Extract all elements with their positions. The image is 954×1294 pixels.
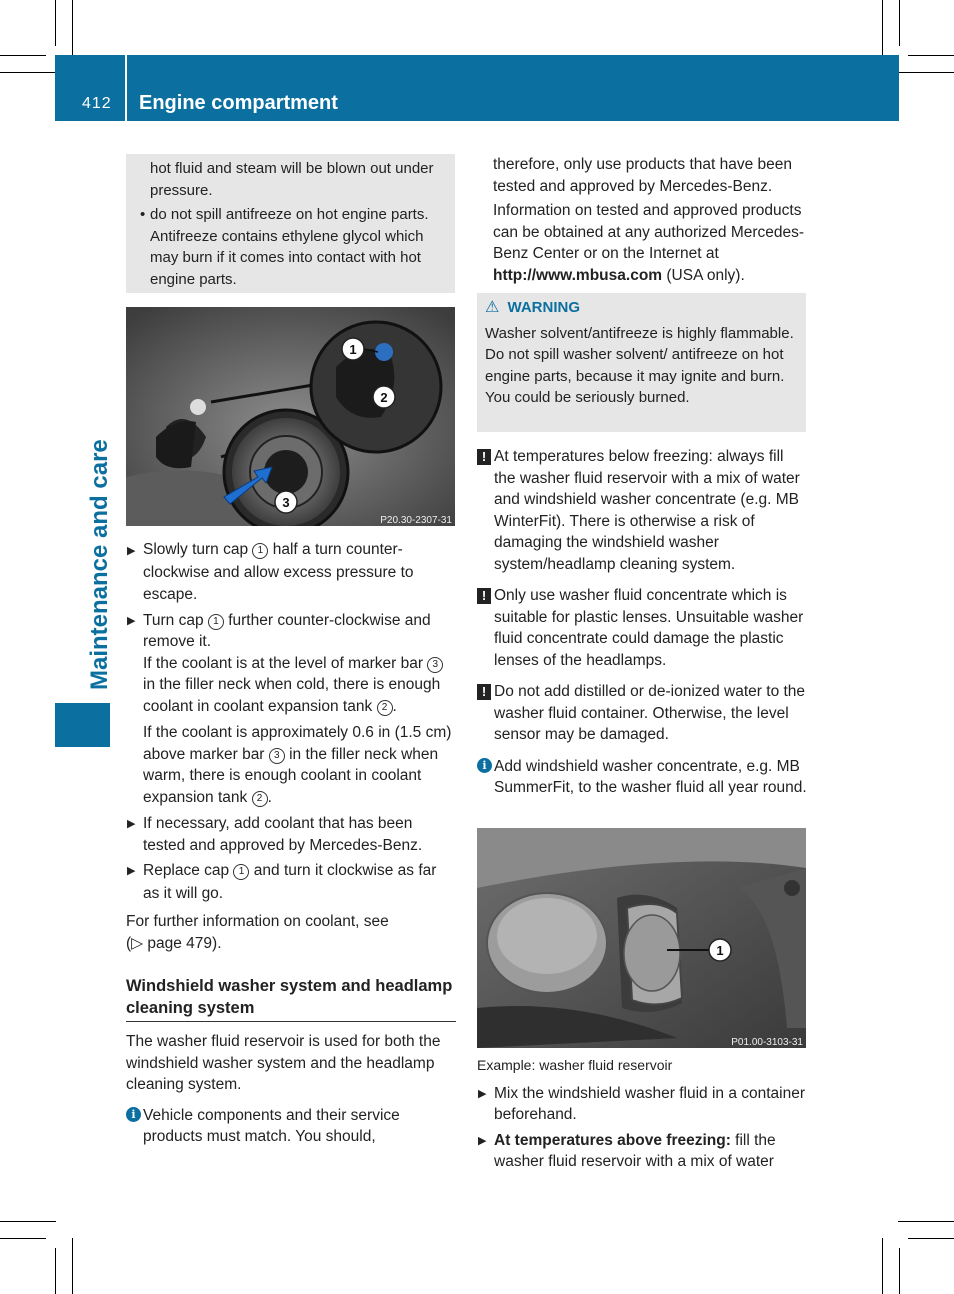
exclamation-icon: ! bbox=[477, 449, 491, 465]
callout-marker: 2 bbox=[377, 700, 393, 716]
callout-2-label: 2 bbox=[380, 390, 388, 405]
coolant-tank-photo bbox=[126, 307, 455, 526]
info-paragraph: Information on tested and approved products can be obtained at any authorized Mercedes-Benz Center or on the Internet at http://www.mbusa.com (USA only). bbox=[493, 202, 805, 284]
info-continuation: therefore, only use products that have been tested and approved by Mercedes-Benz. bbox=[493, 156, 793, 195]
instruction-note: If the coolant is approximately 0.6 in (1.5 cm) above marker bar 3 in the filler neck when warm, there is enough coolant in coolant expansion tank 2 . bbox=[143, 724, 452, 806]
page-number: 412 bbox=[82, 95, 112, 112]
crop-mark bbox=[908, 1238, 954, 1239]
crop-mark bbox=[898, 72, 954, 73]
warning-bullet-text: do not spill antifreeze on hot engine parts. Antifreeze contains ethylene glycol which may burn if it comes into contact with hot engine parts. bbox=[150, 206, 429, 288]
coolant-tank-illustration bbox=[126, 307, 455, 526]
crop-mark bbox=[55, 0, 56, 46]
instruction-step: ▶ Mix the windshield washer fluid in a container beforehand. bbox=[478, 1084, 806, 1123]
arrow-icon: ▶ bbox=[127, 865, 136, 877]
callout-1-label: 1 bbox=[349, 342, 357, 357]
crop-mark bbox=[882, 0, 883, 56]
right-column-bottom bbox=[477, 1055, 807, 1173]
crop-mark bbox=[0, 1221, 56, 1222]
left-column-text bbox=[126, 539, 456, 1148]
photo-code: P01.00-3103-31 bbox=[731, 1037, 803, 1048]
arrow-icon: ▶ bbox=[127, 545, 136, 557]
caution-note: ! Only use washer fluid concentrate which is suitable for plastic lenses. Unsuitable washer fluid concentrate could damage the plastic lenses of the headlamps. bbox=[477, 585, 807, 671]
instruction-step: ▶ Replace cap 1 and turn it clockwise as far as it will go. bbox=[127, 862, 437, 902]
heading-rule bbox=[126, 1021, 456, 1022]
chapter-side-title: Maintenance and care bbox=[86, 439, 113, 690]
callout-marker: 1 bbox=[252, 543, 268, 559]
info-icon: i bbox=[477, 758, 492, 773]
caution-note: ! Do not add distilled or de-ionized water to the washer fluid container. Otherwise, the level sensor may be damaged. bbox=[477, 681, 807, 746]
page-reference-link[interactable]: (▷ page 479). bbox=[126, 934, 222, 952]
photo-code: P20.30-2307-31 bbox=[380, 515, 452, 526]
callout-marker: 3 bbox=[427, 657, 443, 673]
arrow-icon: ▶ bbox=[127, 818, 136, 830]
callout-marker: 3 bbox=[269, 748, 285, 764]
washer-reservoir-illustration bbox=[477, 828, 806, 1048]
instruction-step: ▶ At temperatures above freezing: fill the washer fluid reservoir with a mix of water bbox=[478, 1131, 776, 1170]
info-note: i Vehicle components and their service products must match. You should, bbox=[126, 1105, 456, 1148]
warning-continuation-box bbox=[126, 154, 455, 293]
website-link[interactable]: http://www.mbusa.com bbox=[493, 266, 663, 284]
right-column-text bbox=[477, 154, 807, 286]
info-icon: i bbox=[126, 1107, 141, 1122]
crop-mark bbox=[908, 55, 954, 56]
arrow-icon: ▶ bbox=[478, 1134, 487, 1147]
crop-mark bbox=[899, 1248, 900, 1294]
right-column-notes bbox=[477, 446, 807, 799]
instruction-step: ▶ Slowly turn cap 1 half a turn counter-clockwise and allow excess pressure to escape. bbox=[127, 541, 414, 603]
crop-mark bbox=[72, 1238, 73, 1294]
crop-mark bbox=[0, 55, 46, 56]
callout-1-label: 1 bbox=[716, 943, 724, 958]
info-note: i Add windshield washer concentrate, e.g. MB SummerFit, to the washer fluid all year round. bbox=[477, 756, 807, 799]
exclamation-icon: ! bbox=[477, 588, 491, 604]
instruction-step: ▶ Turn cap 1 further counter-clockwise and remove it. If the coolant is at the level of marker bar 3 in the filler neck when cold, there is enough coolant in coolant expansion tank 2 . bbox=[126, 610, 456, 718]
crop-mark bbox=[882, 1238, 883, 1294]
washer-reservoir-photo bbox=[477, 828, 806, 1048]
arrow-icon: ▶ bbox=[127, 614, 136, 627]
instruction-step: ▶ If necessary, add coolant that has been tested and approved by Mercedes-Benz. bbox=[127, 815, 423, 854]
warning-box bbox=[477, 293, 806, 432]
warning-text: Washer solvent/antifreeze is highly flammable. Do not spill washer solvent/ antifreeze on hot engine parts, because it may ignite and burn. You could be seriously burned. bbox=[485, 324, 794, 406]
warning-label: WARNING bbox=[507, 299, 581, 316]
page-header bbox=[55, 55, 899, 121]
crop-mark bbox=[0, 72, 56, 73]
warning-triangle-icon: ⚠ bbox=[485, 299, 500, 316]
subsection-heading: Windshield washer system and headlamp cleaning system bbox=[126, 977, 453, 1017]
crop-mark bbox=[898, 1221, 954, 1222]
crop-mark bbox=[0, 1238, 46, 1239]
section-title: Engine compartment bbox=[139, 92, 338, 114]
body-paragraph: The washer fluid reservoir is used for both the windshield washer system and the headlamp cleaning system. bbox=[126, 1033, 441, 1093]
crop-mark bbox=[55, 1248, 56, 1294]
callout-marker: 1 bbox=[233, 864, 249, 880]
callout-3-label: 3 bbox=[282, 495, 290, 510]
crop-mark bbox=[899, 0, 900, 46]
bullet: • bbox=[140, 206, 146, 223]
header-divider bbox=[125, 55, 127, 121]
crop-mark bbox=[72, 0, 73, 56]
warning-continuation-text: hot fluid and steam will be blown out under pressure. bbox=[150, 160, 434, 199]
further-info: For further information on coolant, see (▷ page 479). bbox=[126, 913, 389, 952]
exclamation-icon: ! bbox=[477, 684, 491, 700]
callout-marker: 1 bbox=[208, 614, 224, 630]
warning-header bbox=[485, 297, 798, 319]
photo-caption: Example: washer fluid reservoir bbox=[477, 1057, 673, 1073]
arrow-icon: ▶ bbox=[478, 1087, 487, 1100]
side-tab-marker bbox=[55, 703, 110, 747]
caution-note: ! At temperatures below freezing: always fill the washer fluid reservoir with a mix of water and windshield washer concentrate (e.g. MB WinterFit). There is otherwise a risk of damaging the windshield washer system/headlamp cleaning system. bbox=[477, 446, 807, 575]
callout-marker: 2 bbox=[252, 791, 268, 807]
